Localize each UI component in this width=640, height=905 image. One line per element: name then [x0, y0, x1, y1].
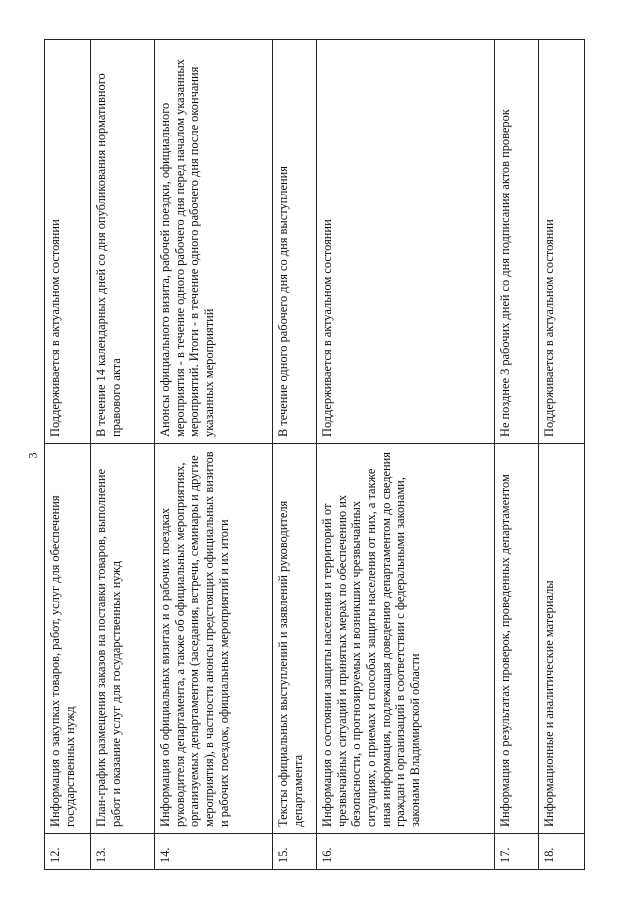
page-number: 3: [25, 452, 40, 459]
info-cell: Тексты официальных выступлений и заявлений руководителя департамента: [273, 444, 317, 834]
table-row: [91, 40, 155, 870]
table-row: [317, 40, 495, 870]
info-cell: Информация о состоянии защиты населения и территорий от чрезвычайных ситуаций и принятых мерах по обеспечению их безопасности, о прогнозируемых и возникших чрезвычайных ситуациях, о приемах и способах защиты населения от них, а также иная информация, подлежащая доведению департаментом до сведения граждан и организаций в соответствии с федеральными законами, законами Владимирской области: [317, 444, 495, 834]
table-row: [495, 40, 539, 870]
info-cell: Информационные и аналитические материалы: [539, 444, 585, 834]
row-number: 15.: [273, 834, 317, 870]
term-cell: В течение 14 календарных дней со дня опубликования нормативного правового акта: [91, 40, 155, 444]
table-row: [539, 40, 585, 870]
row-number: 17.: [495, 834, 539, 870]
term-cell: В течение одного рабочего дня со дня выступления: [273, 40, 317, 444]
info-cell: Информация об официальных визитах и о рабочих поездках руководителя департамента, а также об официальных мероприятиях, организуемых департаментом (заседания, встречи, семинары и другие мероприятия), в частности анонсы предстоящих официальных визитов и рабочих поездок, официальных мероприятий и их итоги: [155, 444, 273, 834]
term-cell: Анонсы официального визита, рабочей поездки, официального мероприятия - в течение одного рабочего дня перед началом указанных мероприятий. Итоги - в течение одного рабочего дня после окончания указанных мероприятий: [155, 40, 273, 444]
term-cell: Поддерживается в актуальном состоянии: [317, 40, 495, 444]
rotated-table-container: [44, 40, 584, 870]
row-number: 14.: [155, 834, 273, 870]
info-cell: План-график размещения заказов на поставки товаров, выполнение работ и оказание услуг для государственных нужд: [91, 444, 155, 834]
row-number: 12.: [45, 834, 91, 870]
row-number: 16.: [317, 834, 495, 870]
term-cell: Не позднее 3 рабочих дней со дня подписания актов проверок: [495, 40, 539, 444]
row-number: 18.: [539, 834, 585, 870]
information-table: [44, 39, 585, 870]
table-row: [155, 40, 273, 870]
table-row: [45, 40, 91, 870]
info-cell: Информация о закупках товаров, работ, услуг для обеспечения государственных нужд: [45, 444, 91, 834]
info-cell: Информация о результатах проверок, проведенных департаментом: [495, 444, 539, 834]
row-number: 13.: [91, 834, 155, 870]
table-row: [273, 40, 317, 870]
term-cell: Поддерживается в актуальном состоянии: [45, 40, 91, 444]
term-cell: Поддерживается в актуальном состоянии: [539, 40, 585, 444]
